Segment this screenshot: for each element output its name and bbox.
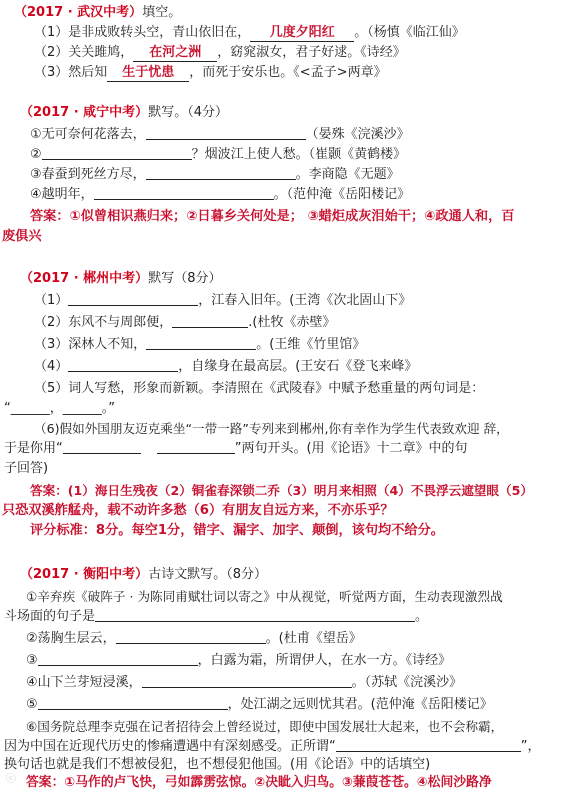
answer-blank: [157, 441, 235, 454]
answer-blank: [336, 739, 521, 752]
question-text: （1）: [34, 293, 69, 308]
watermark-icon: ⓒ: [6, 774, 16, 785]
question-line: [30, 186, 410, 203]
answer-blank: [142, 675, 352, 688]
section-instruction: 默写（8分）: [148, 271, 222, 286]
question-line: ⑥国务院总理李克强在记者招待会上曾经说过，即使中国发展壮大起来，也不会称霸，: [26, 719, 504, 734]
answer-blank: [38, 653, 198, 666]
answer-key-continued: 只恐双溪舴艋舟，载不动许多愁（6）有朋友自远方来，不亦乐乎？: [2, 503, 394, 518]
question-text: （2）关关雎鸠，: [34, 45, 134, 60]
question-line: [34, 64, 387, 82]
question-text: 。（范仲淹《岳阳楼记》: [273, 187, 411, 202]
scoring-criteria: 评分标准：8分。每空1分，错字、漏字、加字、颠倒，该句均不给分。: [30, 523, 444, 538]
question-text: 。（杨慎《临江仙》: [354, 25, 465, 40]
question-line: [26, 674, 462, 691]
question-text: 。(杜甫《望岳》: [265, 631, 362, 646]
answer-fill: 生于忧患: [107, 64, 189, 82]
question-text: 于是你用“: [4, 441, 63, 456]
question-text: ，自缘身在最高层。(王安石《登飞来峰》: [178, 359, 418, 374]
question-text: （2）东风不与周郎便，: [34, 315, 173, 330]
section-tag: （2017 · 咸宁中考）: [20, 105, 149, 120]
question-line: [30, 166, 400, 183]
section-instruction: 默写。（4分）: [148, 105, 228, 120]
question-line: [26, 630, 362, 647]
answer-blank: [38, 697, 228, 710]
answer-key-continued: 废俱兴: [2, 229, 42, 244]
question-text: （1）是非成败转头空，青山依旧在，: [34, 25, 251, 40]
question-line: [26, 652, 451, 669]
question-text: （晏殊《浣溪沙》: [305, 127, 410, 142]
question-line: （6)假如外国朋友迈克乘坐“一带一路”专列来到郴州,你有幸作为学生代表致欢迎 辞，: [34, 421, 509, 436]
question-text: ，白露为霜，所谓伊人，在水一方。《诗经》: [197, 653, 452, 668]
question-line: （5）词人写愁，形象而新颖。李清照在《武陵春》中赋予愁重量的两句词是：: [34, 381, 485, 396]
question-text: ④越明年，: [30, 187, 94, 202]
question-text: ①无可奈何花落去，: [30, 127, 146, 142]
question-text: ②荡胸生层云，: [26, 631, 116, 646]
question-text: 。(王维《竹里馆》: [256, 337, 366, 352]
question-text: 。李商隐《无题》: [295, 167, 400, 182]
answer-blank: [94, 187, 274, 200]
question-line: ①辛弃疾《破阵子 · 为陈同甫赋壮词以寄之》中从视觉，听觉两方面，生动表现激烈战: [26, 589, 503, 604]
question-text: ”，: [520, 739, 541, 754]
question-line: [4, 440, 468, 457]
question-line: 子回答): [4, 461, 49, 476]
question-line: [4, 608, 428, 625]
question-text: ④山下兰芽短浸溪，: [26, 675, 142, 690]
section-instruction: 填空。: [142, 5, 182, 20]
question-line: [30, 146, 406, 163]
question-text: （3）然后知: [34, 65, 108, 80]
question-text: ②: [30, 147, 42, 162]
question-text: ③: [26, 653, 38, 668]
answer-key: 答案：(1）海日生残夜（2）铜雀春深锁二乔（3）明月来相照（4）不畏浮云遮望眼（5）: [30, 483, 533, 498]
answer-blank: [42, 147, 192, 160]
question-line: [34, 292, 411, 309]
question-text: （4）: [34, 359, 69, 374]
answer-blank: [95, 609, 415, 622]
question-text: ，江春入旧年。(王湾《次北固山下》: [198, 293, 412, 308]
question-line: [30, 126, 410, 143]
question-line: [34, 44, 406, 62]
answer-blank: [68, 293, 198, 306]
section-2-header: [20, 104, 228, 121]
question-line: [4, 738, 541, 755]
question-text: 。: [415, 609, 429, 624]
answer-blank: [146, 337, 256, 350]
answer-blank: [172, 315, 248, 328]
question-text: ”两句开头。(用《论语》十二章》中的句: [234, 441, 468, 456]
section-tag: （2017 · 武汉中考）: [14, 5, 143, 20]
answer-fill: 在河之洲: [133, 44, 217, 62]
answer-blank: [63, 441, 141, 454]
question-text: ，窈窕淑女，君子好逑。《诗经》: [217, 45, 406, 60]
section-1-header: [14, 4, 181, 21]
answer-blank: [68, 359, 178, 372]
question-text: ，而死于安乐也。《<孟子>两章》: [189, 65, 387, 80]
section-3-header: [20, 270, 221, 287]
answer-blank: [146, 167, 296, 180]
answer-key: 答案：①似曾相识燕归来；②日暮乡关何处是； ③蜡炬成灰泪始干；④政通人和，百: [30, 209, 515, 224]
section-tag: （2017 · 郴州中考）: [20, 271, 149, 286]
question-line: [26, 696, 493, 713]
question-text: ，处江湖之远则忧其君。(范仲淹《岳阳楼记》: [227, 697, 493, 712]
section-instruction: 古诗文默写。（8分）: [148, 567, 267, 582]
answer-fill: 几度夕阳红: [250, 24, 354, 42]
question-line: [34, 336, 365, 353]
question-text: 斗场面的句子是: [4, 609, 96, 624]
answer-key: 答案：①马作的卢飞快，弓如霹雳弦惊。②决眦入归鸟。③蒹葭苍苍。④松间沙路净: [26, 775, 492, 790]
question-line: 换句话也就是我们不想被侵犯，也不想侵犯他国。(用《论语》中的话填空): [4, 757, 431, 772]
section-tag: （2017 · 衡阳中考）: [20, 567, 149, 582]
question-text: .(杜牧《赤壁》: [248, 315, 336, 330]
question-text: 因为中国在近现代历史的惨痛遭遇中有深刻感受。正所谓“: [4, 739, 336, 754]
section-4-header: [20, 566, 267, 583]
question-text: 。（苏轼《浣溪沙》: [351, 675, 463, 690]
question-line: [34, 314, 336, 331]
question-text: ⑤: [26, 697, 38, 712]
question-line: “______，______。”: [4, 401, 115, 416]
answer-blank: [116, 631, 266, 644]
question-text: （3）深林人不知，: [34, 337, 147, 352]
question-line: [34, 358, 417, 375]
question-text: ③春蚕到死丝方尽，: [30, 167, 146, 182]
answer-blank: [146, 127, 306, 140]
question-text: ？烟波江上使人愁。（崔颢《黄鹤楼》: [191, 147, 407, 162]
question-line: [34, 24, 465, 42]
